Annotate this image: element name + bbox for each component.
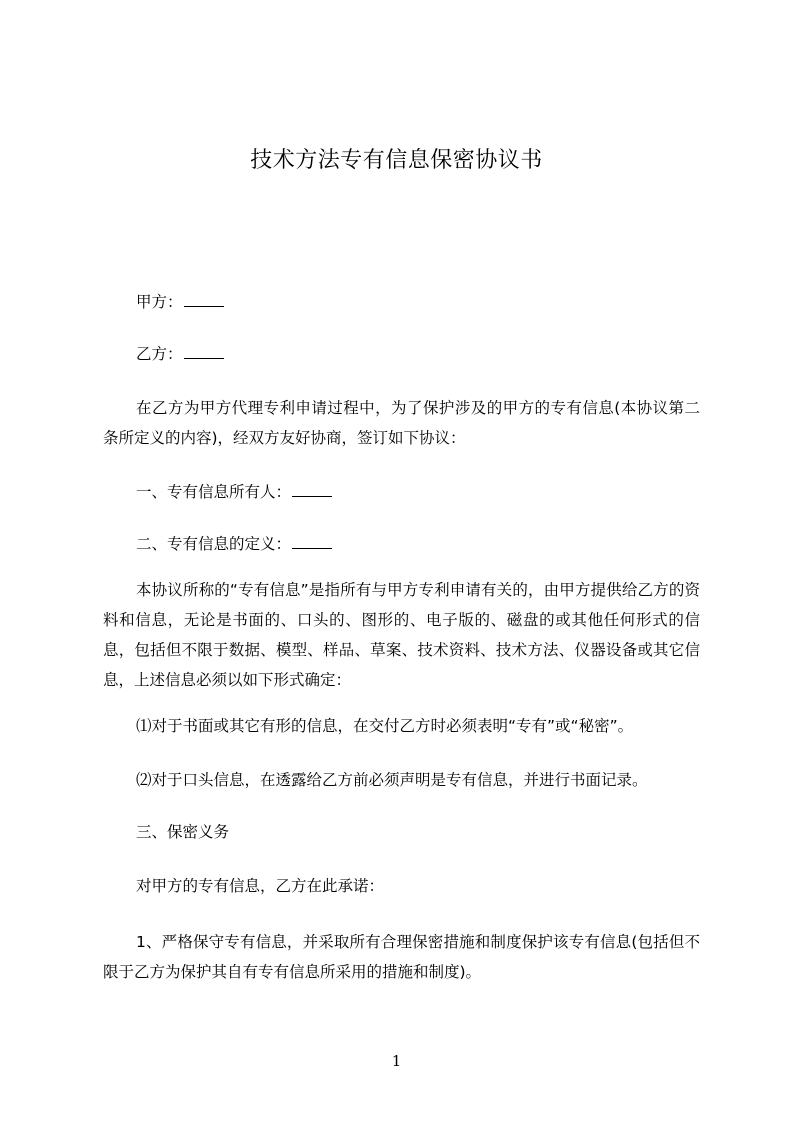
commitment-line: 对甲方的专有信息，乙方在此承诺： — [136, 877, 385, 895]
definition-paragraph: 本协议所称的“专有信息”是指所有与甲方专利申请有关的，由甲方提供给乙方的资料和信息，无论是书面的、口头的、图形的、电子版的、磁盘的或其他任何形式的信息，包括但不限于数据、模型、样品、草案、技术资料、技术方法、仪器设备或其它信息，上述信息必须以如下形式确定： — [103, 581, 700, 689]
section1-line — [103, 477, 733, 507]
item1-line: ⑴对于书面或其它有形的信息，在交付乙方时必须表明“专有”或“秘密”。 — [136, 717, 634, 735]
page-number: 1 — [391, 1052, 402, 1070]
intro-paragraph: 在乙方为甲方代理专利申请过程中，为了保护涉及的甲方的专有信息(本协议第二条所定义的内容)，经双方友好协商，签订如下协议： — [103, 399, 700, 447]
party-a-line — [103, 287, 733, 317]
obligation1-paragraph: 1、严格保守专有信息，并采取所有合理保密措施和制度保护该专有信息(包括但不限于乙方为保护其自有专有信息所采用的措施和制度)。 — [103, 933, 700, 981]
section2-blank — [292, 530, 332, 549]
section2-line — [103, 529, 733, 559]
party-b-line — [103, 339, 733, 369]
party-a-blank — [184, 288, 224, 307]
section1-label: 一、专有信息所有人： — [136, 483, 292, 501]
party-a-label: 甲方： — [136, 293, 183, 311]
section3-heading: 三、保密义务 — [136, 823, 230, 841]
item2-line: ⑵对于口头信息，在透露给乙方前必须声明是专有信息，并进行书面记录。 — [136, 771, 648, 789]
party-b-blank — [184, 340, 224, 359]
document-title: 技术方法专有信息保密协议书 — [250, 148, 543, 173]
section2-label: 二、专有信息的定义： — [136, 535, 292, 553]
section1-blank — [292, 478, 332, 497]
party-b-label: 乙方： — [136, 345, 183, 363]
